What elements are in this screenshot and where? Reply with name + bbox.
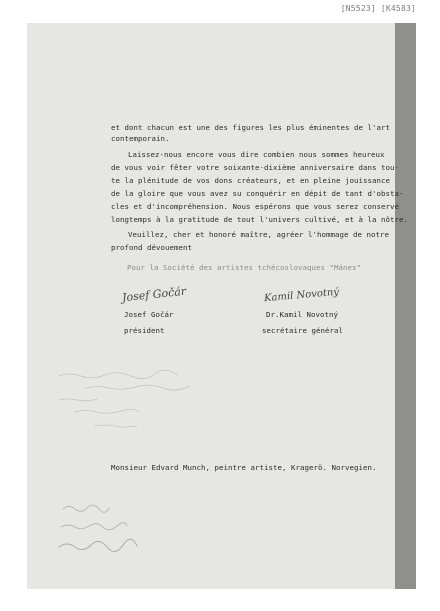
letter-line-9: Veuillez, cher et honoré maître, agréer l'hommage de notre	[128, 230, 389, 239]
pencil-annotation-block	[55, 368, 235, 448]
gocar-signature: Josef Gočár	[121, 284, 187, 305]
addressee-line: Monsieur Edvard Munch, peintre artiste, Kragerö. Norvegien.	[111, 463, 377, 472]
archive-shelfmark: [N5523] [K4583]	[340, 4, 416, 13]
letter-line-5: te la plénitude de vos dons créateurs, et en pleine jouissance	[111, 176, 390, 185]
letter-line-3: Laissez-nous encore vous dire combien nous sommes heureux	[128, 150, 385, 159]
pencil-note-bottom	[57, 495, 167, 565]
letter-line-7: cles et d'incompréhension. Nous espérons que vous serez conservé	[111, 202, 399, 211]
letter-line-1: et dont chacun est une des figures les plus éminentes de l'art	[111, 123, 390, 132]
letter-line-2: contemporain.	[111, 134, 170, 143]
novotny-name: Dr.Kamil Novotný	[266, 310, 338, 319]
gocar-title: président	[124, 326, 165, 335]
letter-line-10: profond dévouement	[111, 243, 192, 252]
letter-line-4: de vous voir fêter votre soixante-dixième anniversaire dans tou-	[111, 163, 399, 172]
letter-line-8: longtemps à la gratitude de tout l'univers cultivé, et à la nôtre.	[111, 215, 408, 224]
gocar-name: Josef Gočár	[124, 310, 174, 319]
novotny-signature: Kamil Novotný	[263, 286, 340, 305]
scan-edge-shadow	[395, 23, 416, 589]
society-line: Pour la Société des artistes tchécoslovaques "Mánes"	[127, 263, 361, 272]
novotny-title: secrétaire général	[262, 326, 343, 335]
letter-line-6: de la gloire que vous avez su conquérir en dépit de tant d'obsta-	[111, 189, 404, 198]
